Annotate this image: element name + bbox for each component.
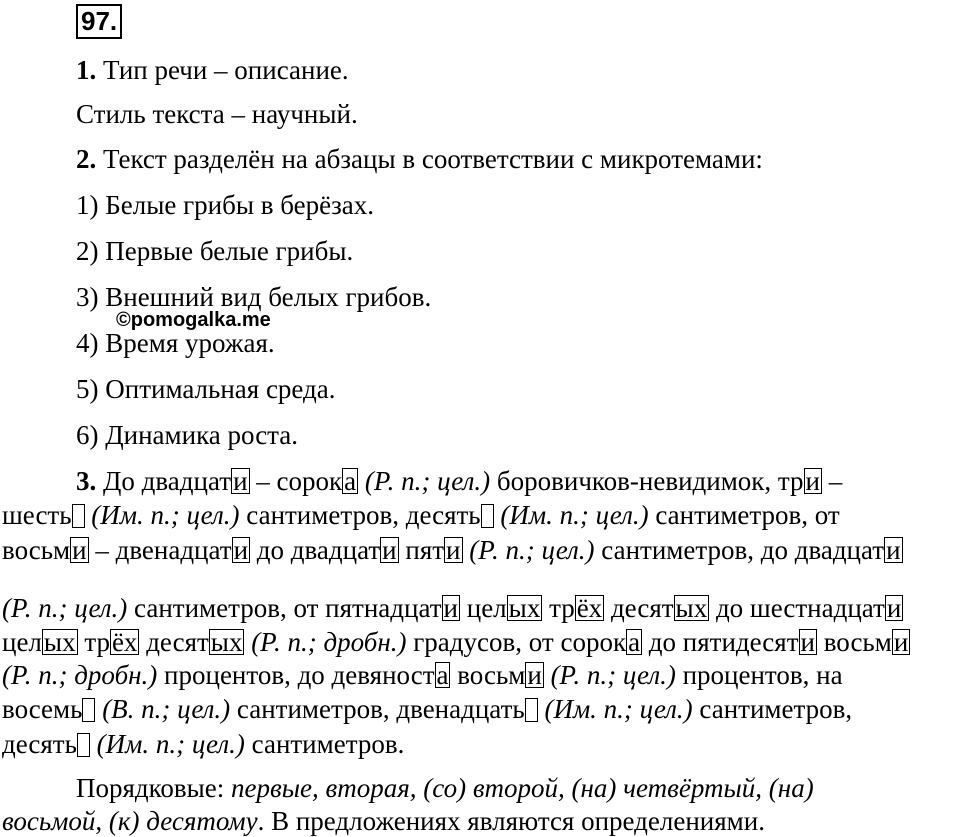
case-note: (Р. п.; цел.)	[469, 535, 595, 565]
zero-ending-box	[72, 504, 85, 528]
ending-box: и	[72, 535, 87, 565]
case-note: (Им. п.; цел.)	[544, 694, 693, 724]
numerals-line: шесть (Им. п.; цел.) сантиметров, десять (Им. п.; цел.) сантиметров, от	[2, 500, 840, 530]
text-style-line: Стиль текста – научный.	[76, 99, 358, 129]
ending-box: и	[233, 535, 249, 565]
ending-box: ых	[508, 593, 541, 623]
ending-box: и	[446, 535, 461, 565]
ordinals-line: Порядковые: первые, вторая, (со) второй, (на) четвёртый, (на)	[76, 773, 814, 803]
case-note: (Им. п.; цел.)	[500, 500, 649, 530]
exercise-number: 97.	[76, 4, 122, 39]
ending-box: и	[233, 466, 248, 496]
ending-box: ых	[675, 593, 708, 623]
ending-box: а	[436, 660, 449, 690]
watermark: ©pomogalka.me	[116, 309, 271, 331]
ending-box: а	[344, 466, 357, 496]
ending-box: и	[443, 593, 458, 623]
numerals-line: (Р. п.; дробн.) процентов, до девяноста восьми (Р. п.; цел.) процентов, на	[2, 660, 843, 690]
numerals-line: 3. До двадцати – сорока (Р. п.; цел.) боровичков-невидимок, три –	[76, 466, 843, 496]
numerals-line: целых трёх десятых (Р. п.; дробн.) градусов, от сорока до пятидесяти восьми	[2, 627, 909, 657]
ending-box: и	[527, 660, 542, 690]
ending-box: а	[628, 627, 641, 657]
zero-ending-box	[82, 698, 95, 722]
case-note: (Р. п.; дробн.)	[2, 660, 158, 690]
numerals-line: десять (Им. п.; цел.) сантиметров.	[2, 729, 405, 759]
numerals-line: восемь (В. п.; цел.) сантиметров, двенадцать (Им. п.; цел.) сантиметров,	[2, 694, 853, 724]
case-note: (Им. п.; цел.)	[96, 729, 245, 759]
ending-box: ых	[43, 627, 76, 657]
case-note: (Р. п.; цел.)	[364, 466, 491, 496]
zero-ending-box	[481, 504, 494, 528]
speech-type-line: 1. Тип речи – описание.	[76, 55, 349, 85]
numerals-line: (Р. п.; цел.) сантиметров, от пятнадцати целых трёх десятых до шестнадцати	[2, 593, 902, 623]
paragraph-division-line: 2. Текст разделён на абзацы в соответствии с микротемами:	[76, 144, 763, 174]
zero-ending-box	[77, 733, 90, 757]
ending-box: и	[886, 593, 902, 623]
ending-box: ёх	[576, 593, 603, 623]
case-note: (В. п.; цел.)	[102, 694, 231, 724]
case-note: (Р. п.; дробн.)	[251, 627, 407, 657]
ending-box: ёх	[111, 627, 138, 657]
case-note: (Р. п.; цел.)	[550, 660, 676, 690]
zero-ending-box	[525, 698, 538, 722]
microtopic-item: 3) Внешний вид белых грибов.	[76, 282, 432, 312]
microtopic-item: 1) Белые грибы в берёзах.	[76, 190, 374, 220]
ending-box: и	[886, 535, 901, 565]
ending-box: и	[800, 627, 815, 657]
microtopic-item: 6) Динамика роста.	[76, 420, 299, 450]
ending-box: и	[893, 627, 909, 657]
ordinals-list: первые, вторая, (со) второй, (на) четвёртый, (на)	[231, 773, 814, 803]
case-note: (Р. п.; цел.)	[2, 593, 128, 623]
ending-box: и	[805, 466, 820, 496]
microtopic-item: 2) Первые белые грибы.	[76, 236, 354, 266]
microtopic-item: 4) Время урожая.	[76, 328, 275, 358]
case-note: (Им. п.; цел.)	[91, 500, 240, 530]
ending-box: и	[382, 535, 397, 565]
microtopic-item: 5) Оптимальная среда.	[76, 374, 336, 404]
numerals-line: восьми – двенадцати до двадцати пяти (Р. п.; цел.) сантиметров, до двадцати	[2, 535, 901, 565]
ending-box: ых	[210, 627, 243, 657]
ordinals-line: восьмой, (к) десятому. В предложениях являются определениями.	[2, 806, 765, 836]
ordinals-list: восьмой, (к) десятому	[2, 806, 258, 836]
